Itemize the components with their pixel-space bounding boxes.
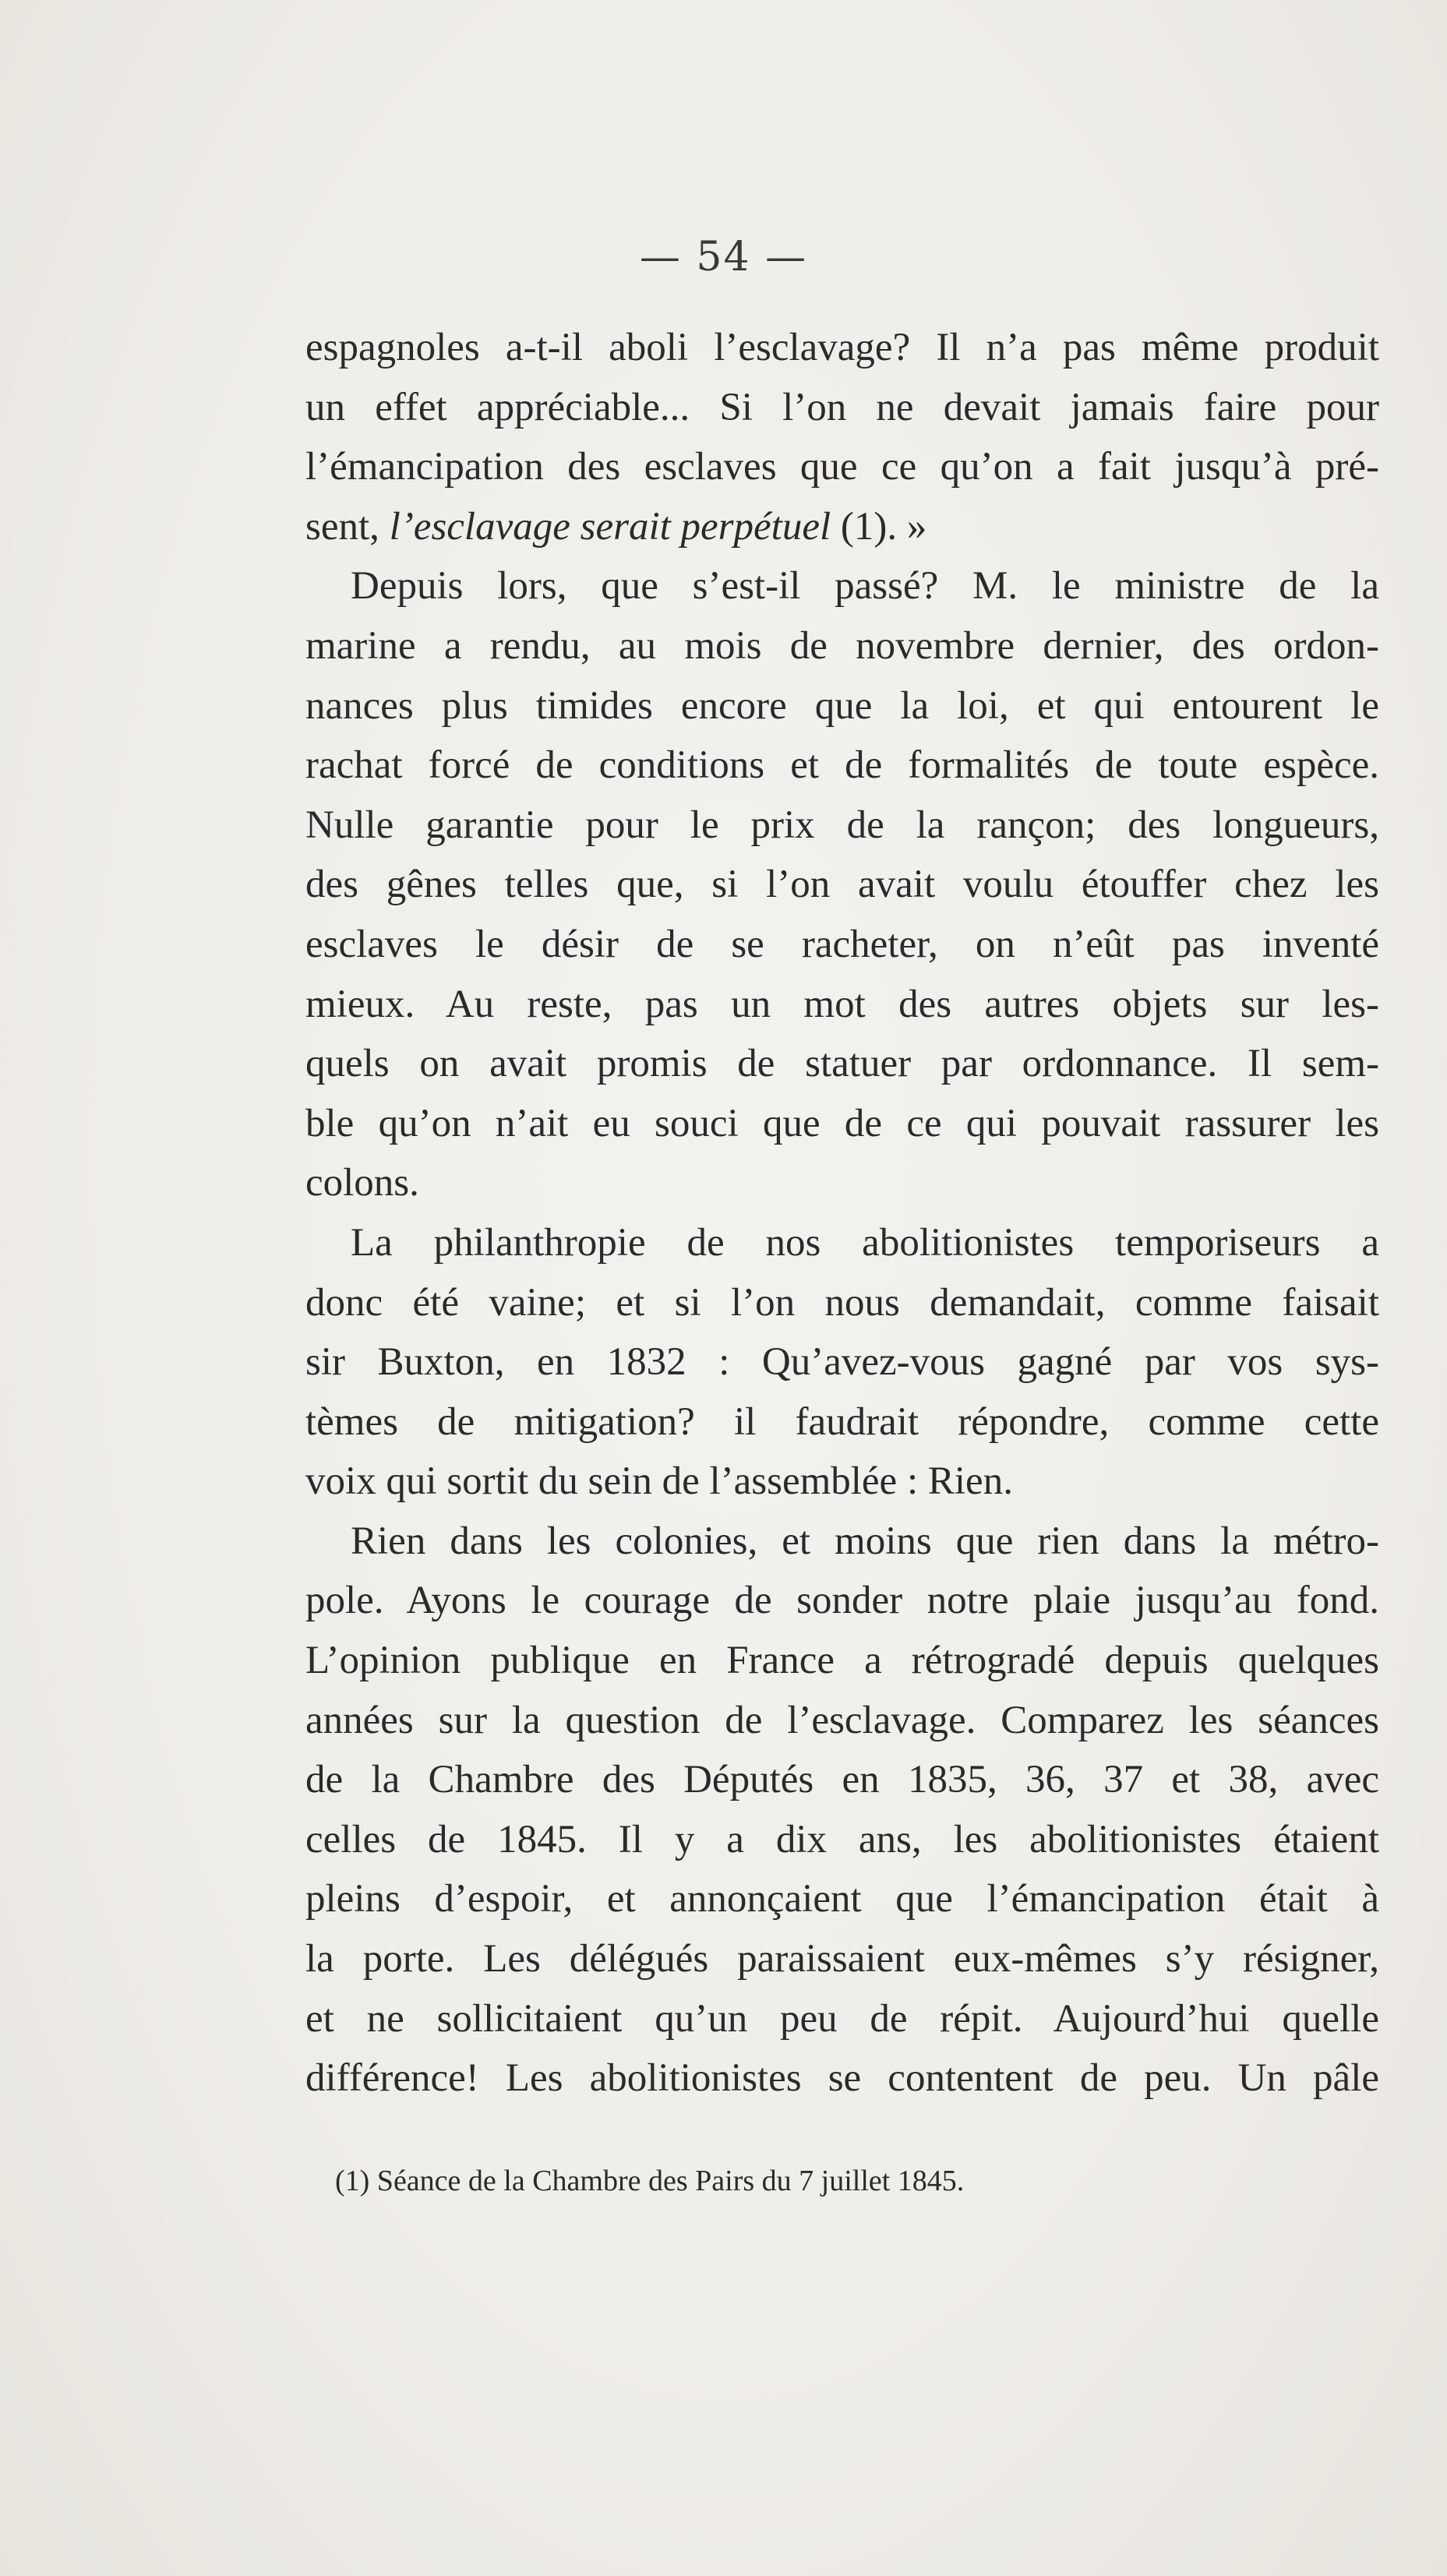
italic-phrase: l’esclavage serait perpétuel xyxy=(389,504,831,549)
text-line: années sur la question de l’esclavage. Comparez les séances xyxy=(305,1698,1379,1742)
footnote: (1) Séance de la Chambre des Pairs du 7 juillet 1845. xyxy=(335,2165,965,2197)
page-number: — 54 — xyxy=(639,234,808,281)
text-line: L’opinion publique en France a rétrogradé depuis quelques xyxy=(305,1639,1379,1683)
text-line: sir Buxton, en 1832 : Qu’avez-vous gagné par vos sys- xyxy=(305,1340,1379,1385)
text-line: tèmes de mitigation? il faudrait répondre, comme cette xyxy=(305,1399,1379,1444)
text-line: marine a rendu, au mois de novembre dernier, des ordon- xyxy=(305,623,1379,668)
text-line-pre: sent, xyxy=(305,504,390,549)
text-line: Nulle garantie pour le prix de la rançon; des longueurs, xyxy=(305,803,1379,847)
text-line: celles de 1845. Il y a dix ans, les abolitionistes étaient xyxy=(305,1817,1379,1861)
text-line: de la Chambre des Députés en 1835, 36, 37 et 38, avec xyxy=(305,1758,1379,1802)
text-line: la porte. Les délégués paraissaient eux-mêmes s’y résigner, xyxy=(305,1937,1379,1981)
text-line: Depuis lors, que s’est-il passé? M. le ministre de la xyxy=(351,564,1379,609)
text-line: pole. Ayons le courage de sonder notre plaie jusqu’au fond. xyxy=(305,1579,1379,1623)
body-text xyxy=(305,318,1379,2108)
text-line: colons. xyxy=(305,1161,419,1205)
text-line: donc été vaine; et si l’on nous demandait, comme faisait xyxy=(305,1280,1379,1325)
text-line: Rien dans les colonies, et moins que rien dans la métro- xyxy=(351,1519,1379,1563)
text-line xyxy=(305,497,1379,557)
text-line: esclaves le désir de se racheter, on n’eût pas inventé xyxy=(305,922,1379,966)
text-line: pleins d’espoir, et annonçaient que l’émancipation était à xyxy=(305,1877,1379,1921)
text-line: La philanthropie de nos abolitionistes temporiseurs a xyxy=(351,1220,1379,1265)
text-line: différence! Les abolitionistes se contentent de peu. Un pâle xyxy=(305,2056,1379,2101)
text-line: un effet appréciable... Si l’on ne devait jamais faire pour xyxy=(305,385,1379,429)
text-line: quels on avait promis de statuer par ordonnance. Il sem- xyxy=(305,1042,1379,1086)
text-line: voix qui sortit du sein de l’assemblée : Rien. xyxy=(305,1459,1013,1504)
text-line: espagnoles a-t-il aboli l’esclavage? Il n’a pas même produit xyxy=(305,326,1379,369)
text-line: et ne sollicitaient qu’un peu de répit. Aujourd’hui quelle xyxy=(305,1996,1379,2041)
text-line: l’émancipation des esclaves que ce qu’on a fait jusqu’à pré- xyxy=(305,445,1379,489)
text-line: des gênes telles que, si l’on avait voulu étouffer chez les xyxy=(305,863,1379,907)
text-line: mieux. Au reste, pas un mot des autres objets sur les- xyxy=(305,982,1379,1026)
text-line: nances plus timides encore que la loi, et qui entourent le xyxy=(305,683,1379,728)
text-line: rachat forcé de conditions et de formalités de toute espèce. xyxy=(305,743,1379,788)
text-line-post: (1). » xyxy=(831,504,927,549)
text-line: ble qu’on n’ait eu souci que de ce qui pouvait rassurer les xyxy=(305,1101,1379,1145)
